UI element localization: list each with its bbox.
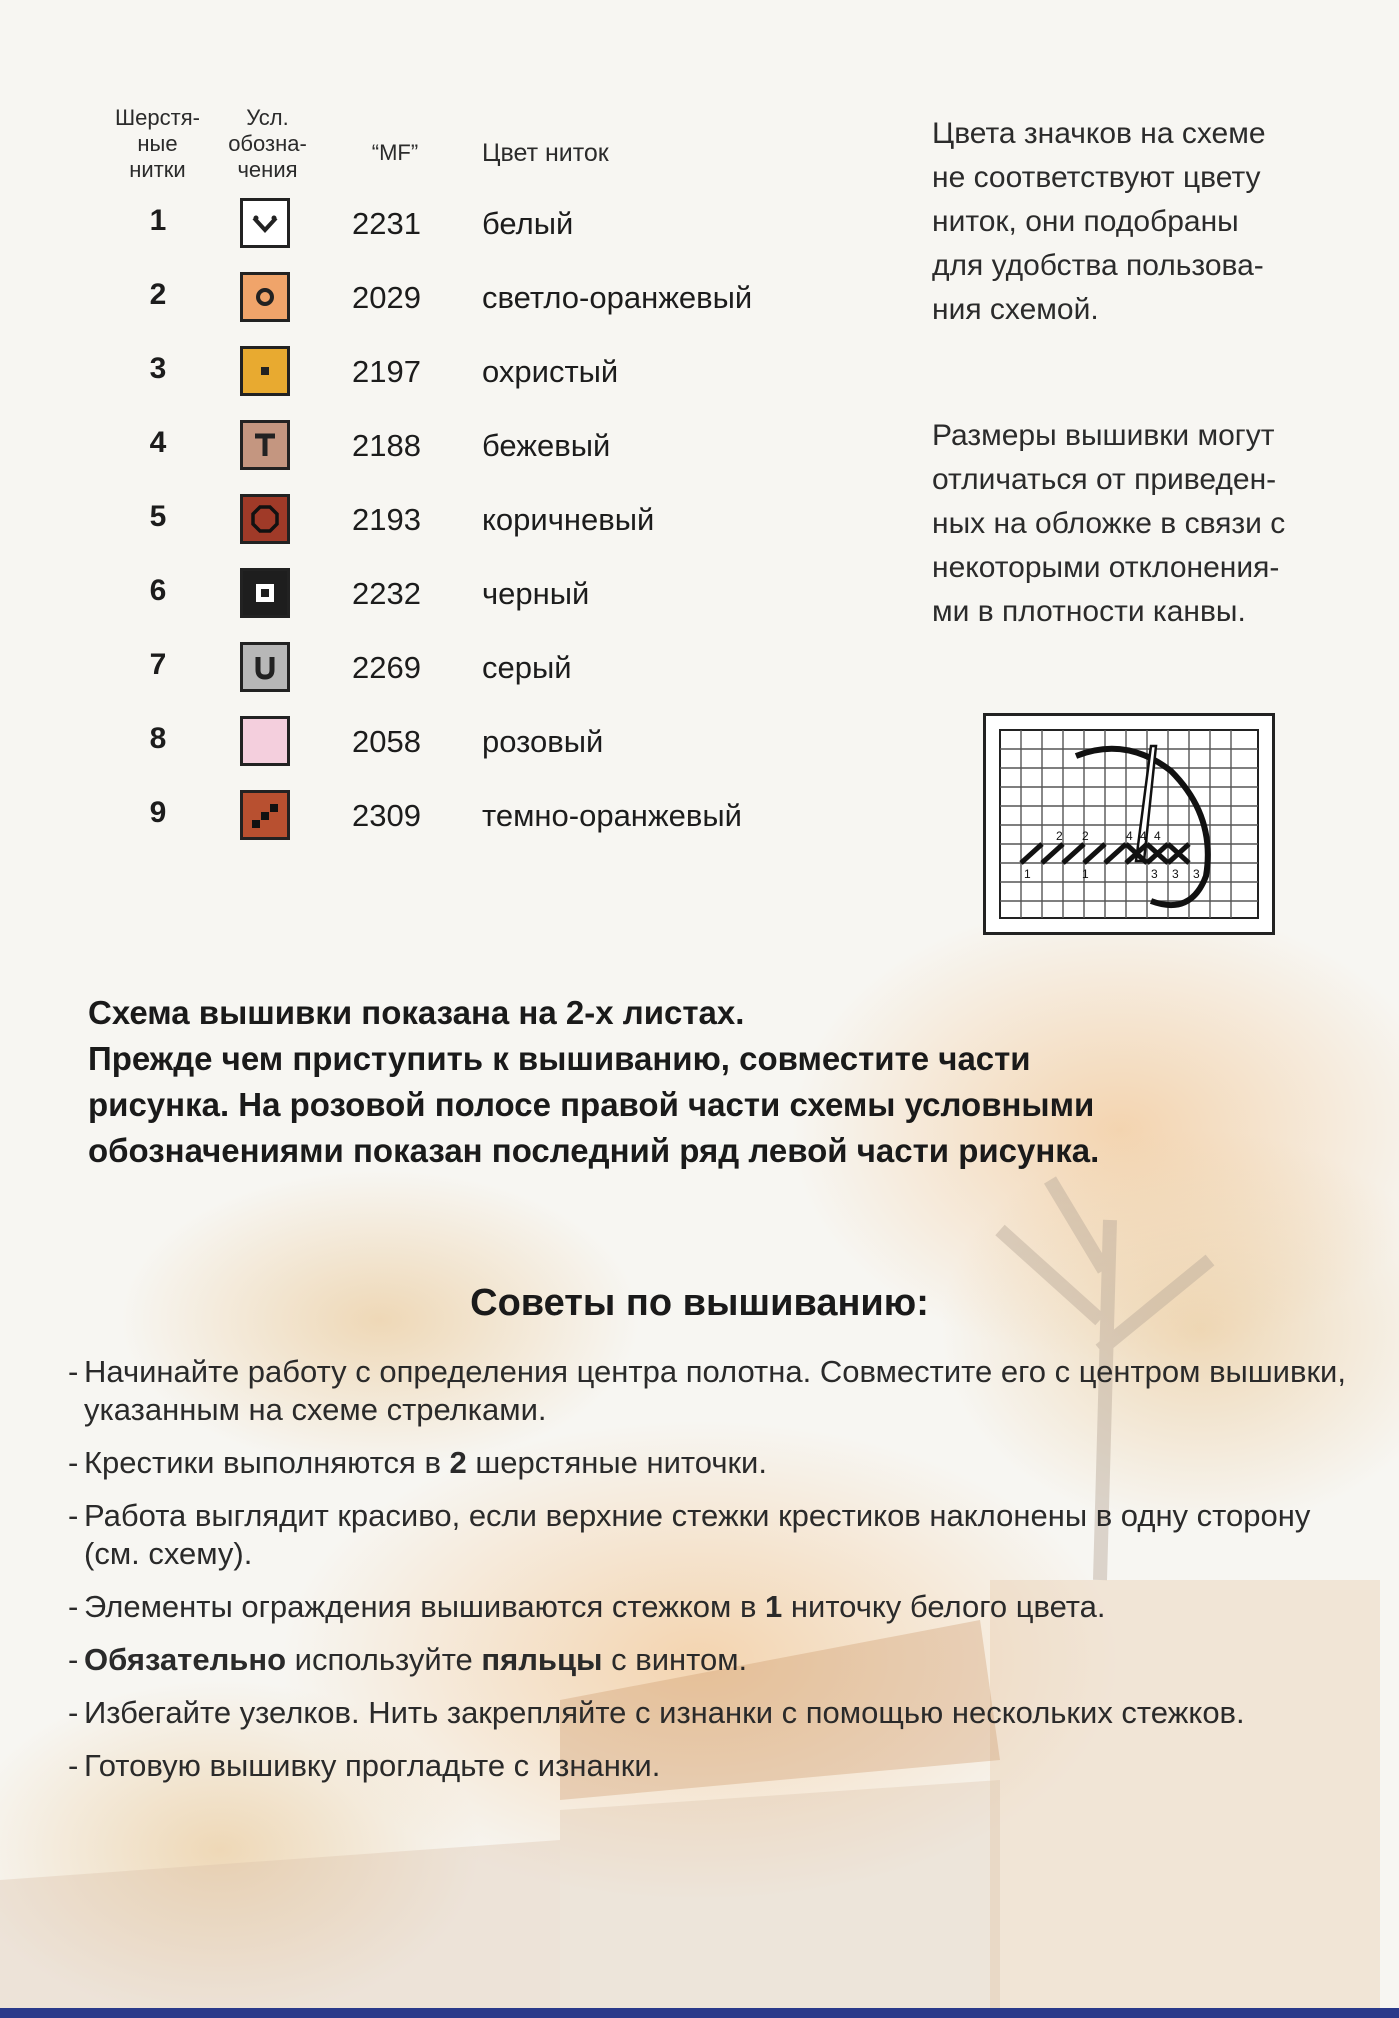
- stitch-label-top: 2: [1082, 829, 1089, 843]
- tip-item: - Элементы ограждения вышиваются стежком в 1 ниточку белого цвета.: [68, 1589, 1106, 1624]
- u-letter-icon: [240, 642, 290, 692]
- key-row: [0, 716, 900, 776]
- thread-number: 2: [149, 278, 167, 311]
- stitch-label-bottom: 3: [1172, 867, 1179, 881]
- ring-icon: [240, 272, 290, 322]
- color-name: светло-оранжевый: [482, 280, 753, 315]
- header-symbols: Усл. обозна- чения: [228, 105, 307, 182]
- color-name: белый: [482, 206, 574, 241]
- color-name: бежевый: [482, 428, 611, 463]
- key-row: [0, 272, 900, 332]
- tip-item: - Избегайте узелков. Нить закрепляйте с изнанки с помощью нескольких стежков.: [68, 1695, 1245, 1730]
- tips-list: [68, 1353, 1358, 1800]
- stitch-label-top: 2: [1056, 829, 1063, 843]
- thread-number: 8: [149, 722, 167, 755]
- tip-item: - Работа выглядит красиво, если верхние стежки крестиков наклонены в одну сторону (см. схему).: [68, 1498, 1311, 1571]
- tip-item: - Готовую вышивку прогладьте с изнанки.: [68, 1748, 661, 1783]
- thread-number: 7: [149, 648, 167, 681]
- mf-code: 2309: [352, 798, 421, 833]
- color-name: серый: [482, 650, 572, 685]
- key-row: [0, 198, 900, 258]
- note-embroidery-size: Размеры вышивки могут отличаться от приведен- ных на обложке в связи с некоторыми отклонения- ми в плотности канвы.: [932, 419, 1286, 628]
- thread-number: 3: [149, 352, 167, 385]
- tip-item: - Начинайте работу с определения центра полотна. Совместите его с центром вышивки, указанным на схеме стрелками.: [68, 1354, 1346, 1427]
- key-row: [0, 568, 900, 628]
- stitch-label-bottom: 3: [1193, 867, 1200, 881]
- color-name: черный: [482, 576, 590, 611]
- key-row: [0, 494, 900, 554]
- square-icon: [240, 568, 290, 618]
- key-row: [0, 346, 900, 406]
- thread-number: 5: [149, 500, 167, 533]
- key-row: [0, 420, 900, 480]
- header-wool-threads: Шерстя- ные нитки: [115, 105, 200, 182]
- t-letter-icon: [240, 420, 290, 470]
- stitch-label-bottom: 1: [1024, 867, 1031, 881]
- color-name: охристый: [482, 354, 619, 389]
- key-row: [0, 790, 900, 850]
- mf-code: 2197: [352, 354, 421, 389]
- header-mf-code: “MF”: [371, 140, 419, 165]
- diagonal-steps-icon: [240, 790, 290, 840]
- mf-code: 2269: [352, 650, 421, 685]
- color-name: темно-оранжевый: [482, 798, 742, 833]
- sheets-notice: Схема вышивки показана на 2-х листах. Прежде чем приступить к вышиванию, совместите части рисунка. На розовой полосе правой части схемы условными обозначениями показан последний ряд левой части рисунка.: [88, 994, 1100, 1169]
- mf-code: 2193: [352, 502, 421, 537]
- mf-code: 2029: [352, 280, 421, 315]
- v-check-icon: [240, 198, 290, 248]
- stitch-label-top: 4: [1126, 829, 1133, 843]
- mf-code: 2232: [352, 576, 421, 611]
- thread-number: 1: [149, 204, 167, 237]
- blank-icon: [240, 716, 290, 766]
- header-thread-color: Цвет ниток: [482, 139, 609, 167]
- mf-code: 2231: [352, 206, 421, 241]
- tips-title: Советы по вышиванию:: [470, 1282, 929, 1324]
- stitch-label-bottom: 3: [1151, 867, 1158, 881]
- tip-item: - Обязательно используйте пяльцы с винтом.: [68, 1642, 748, 1677]
- stitch-diagram: [983, 713, 1275, 935]
- mf-code: 2058: [352, 724, 421, 759]
- tip-item: - Крестики выполняются в 2 шерстяные ниточки.: [68, 1445, 767, 1480]
- note-symbol-colors: Цвета значков на схеме не соответствуют цвету ниток, они подобраны для удобства пользова- ния схемой.: [932, 117, 1266, 326]
- thread-number: 4: [149, 426, 167, 459]
- color-name: розовый: [482, 724, 604, 759]
- stitch-label-bottom: 1: [1082, 867, 1089, 881]
- thread-number: 9: [149, 796, 167, 829]
- mf-code: 2188: [352, 428, 421, 463]
- stitch-label-top: 4: [1140, 829, 1147, 843]
- thread-number: 6: [149, 574, 167, 607]
- color-name: коричневый: [482, 502, 655, 537]
- dot-icon: [240, 346, 290, 396]
- key-row: [0, 642, 900, 702]
- stitch-label-top: 4: [1154, 829, 1161, 843]
- octagon-icon: [240, 494, 290, 544]
